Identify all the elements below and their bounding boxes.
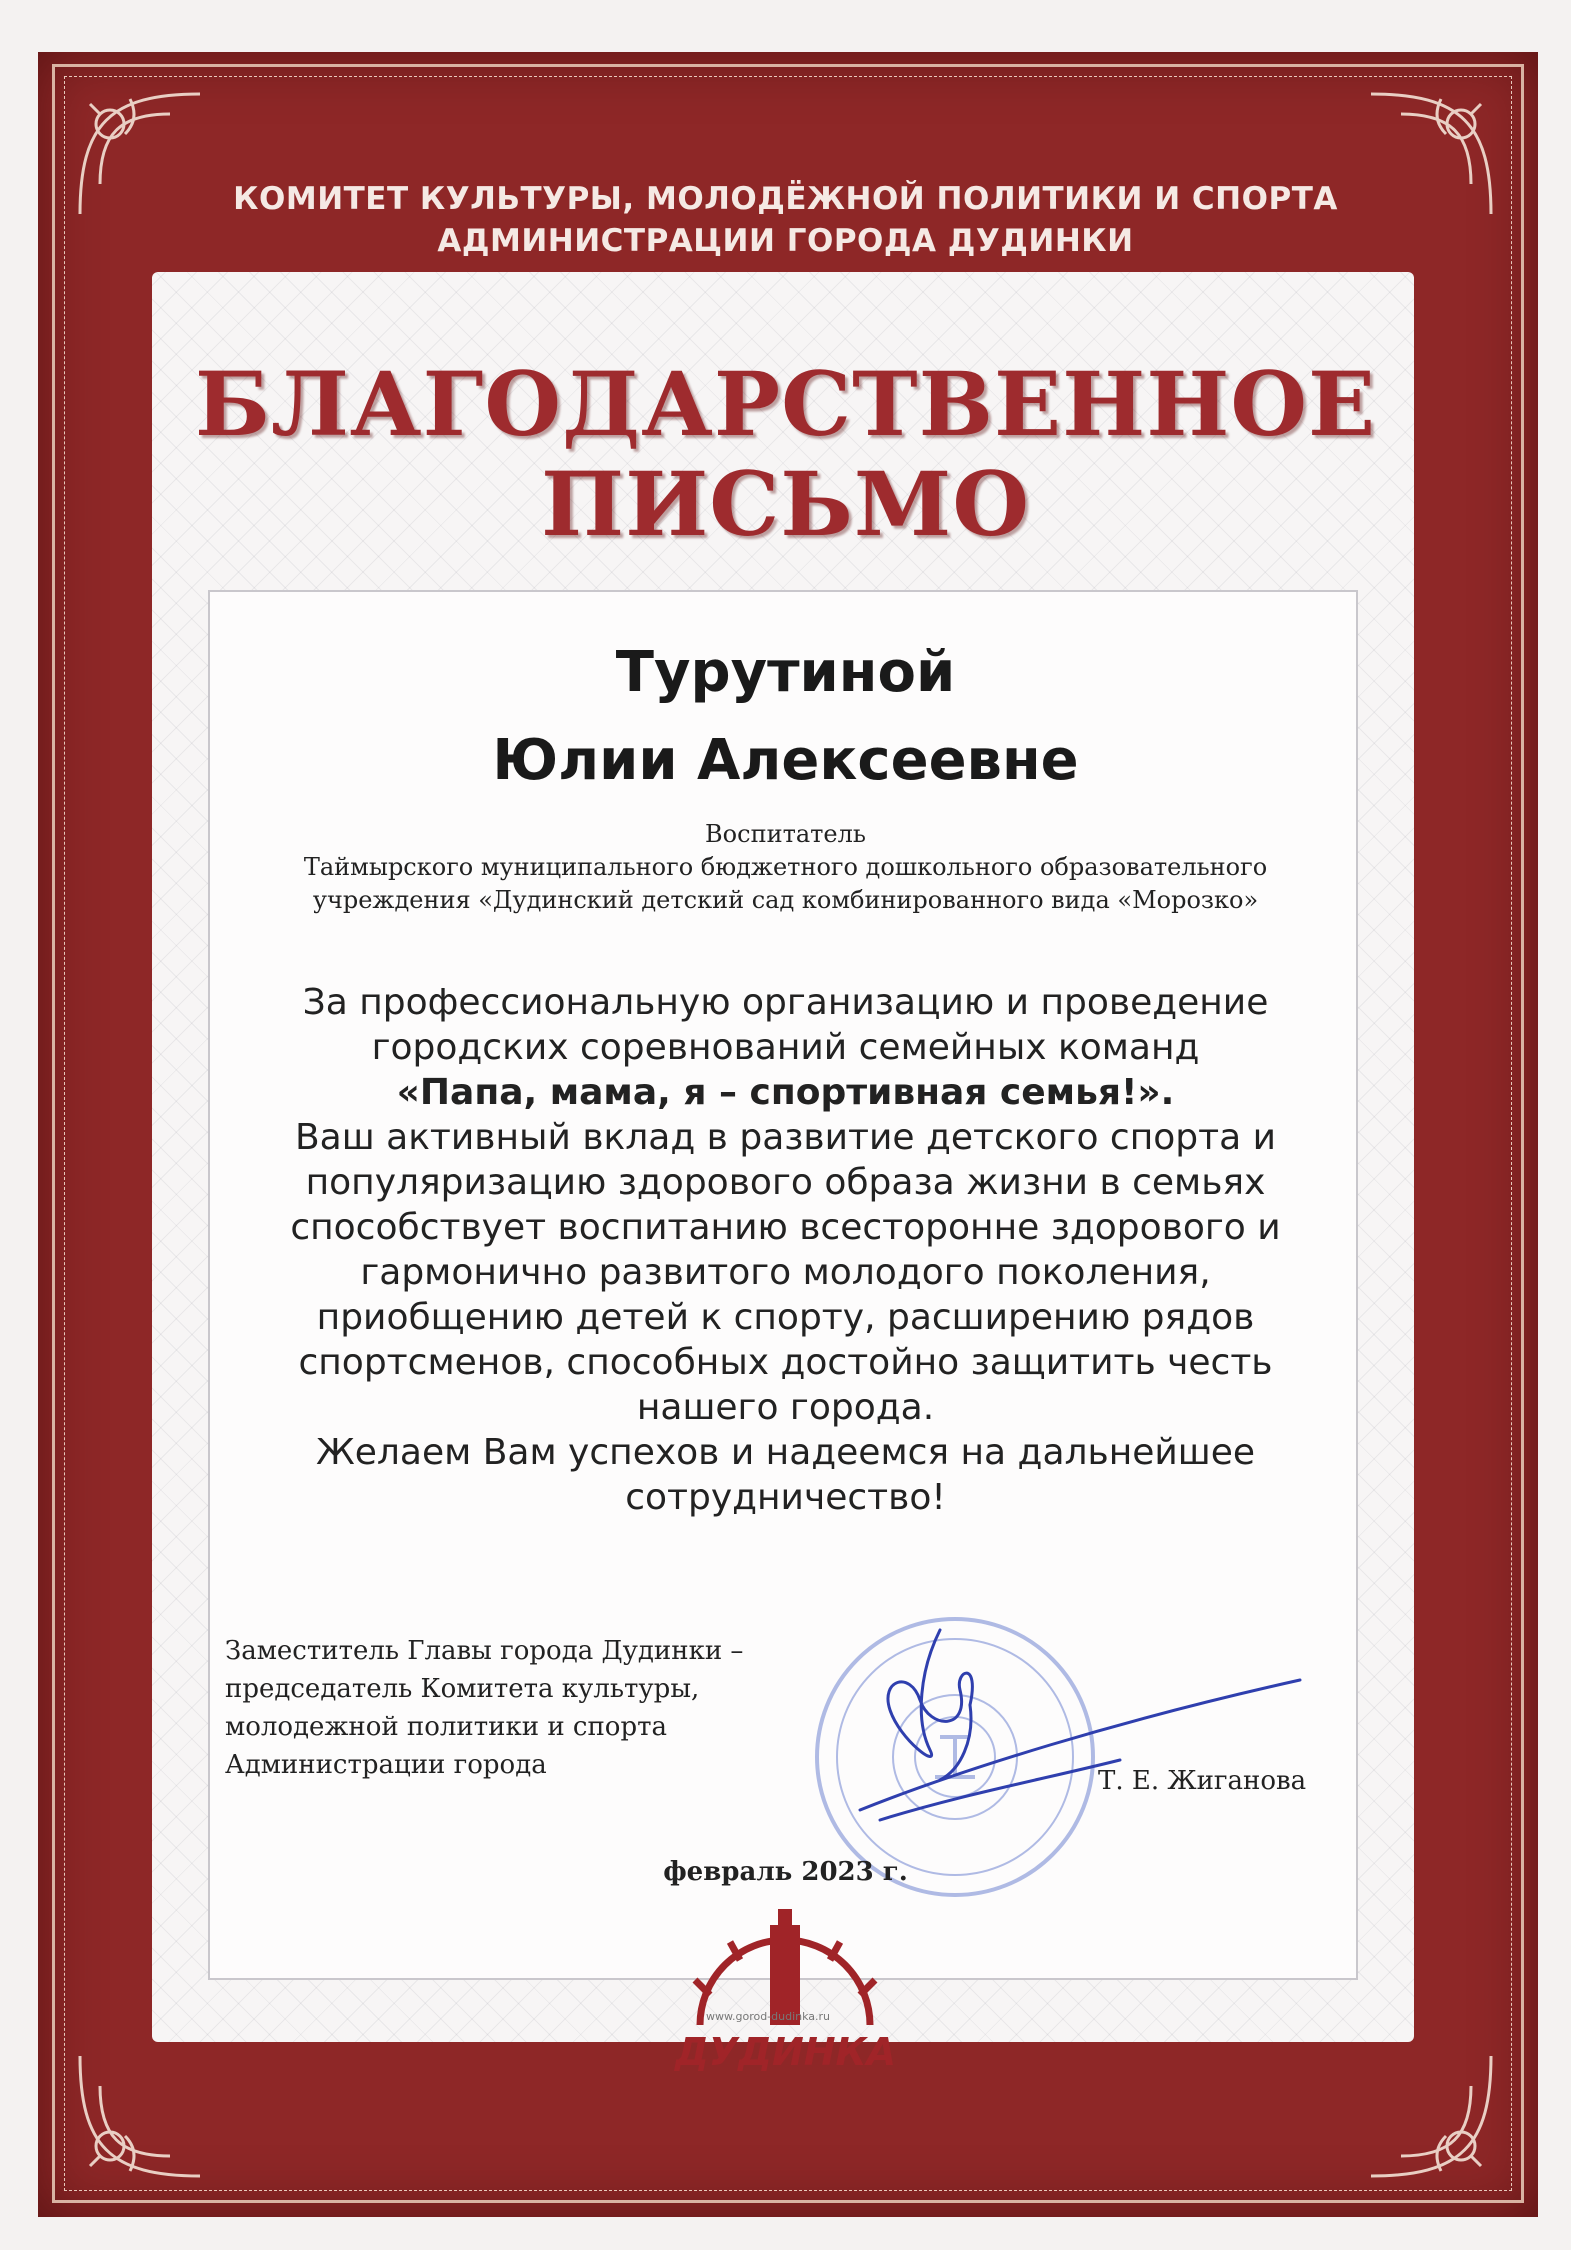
signatory-line-1: Заместитель Главы города Дудинки – (225, 1636, 744, 1666)
document-title-line-1: БЛАГОДАРСТВЕННОЕ (194, 352, 1377, 456)
body-line-10: нашего города. (636, 1387, 935, 1428)
signatory-title (225, 1632, 743, 1784)
body-line-7: гармонично развитого молодого поколения, (360, 1252, 1211, 1293)
position-line-1: Воспитатель (705, 820, 866, 848)
body-line-9: спортсменов, способных достойно защитить честь (298, 1342, 1273, 1383)
logo-url: www.gorod-dudinka.ru (706, 2010, 831, 2023)
body-line-8: приобщению детей к спорту, расширению рядов (316, 1297, 1255, 1338)
body-line-2: городских соревнований семейных команд (371, 1027, 1200, 1068)
recipient-surname: Турутиной (615, 640, 956, 705)
signatory-line-2: председатель Комитета культуры, (225, 1674, 700, 1704)
document-title-line-2: ПИСЬМО (541, 452, 1030, 556)
event-name: «Папа, мама, я – спортивная семья!». (396, 1072, 1175, 1113)
letter-body (0, 980, 1571, 1520)
body-line-1: За профессиональную организацию и проведение (302, 982, 1269, 1023)
position-line-3: учреждения «Дудинский детский сад комбинированного вида «Морозко» (312, 886, 1259, 914)
issuer-line-2: АДМИНИСТРАЦИИ ГОРОДА ДУДИНКИ (437, 223, 1134, 259)
logo-text: ДУДИНКА (674, 2030, 897, 2074)
body-line-4: Ваш активный вклад в развитие детского спорта и (294, 1117, 1277, 1158)
signatory-line-3: молодежной политики и спорта (225, 1712, 667, 1742)
position-line-2: Таймырского муниципального бюджетного дошкольного образовательного (303, 853, 1268, 881)
handwritten-signature-icon (820, 1610, 1320, 1850)
body-line-12: сотрудничество! (625, 1477, 946, 1518)
signatory-name: Т. Е. Жиганова (1098, 1766, 1307, 1796)
body-line-5: популяризацию здорового образа жизни в семьях (305, 1162, 1266, 1203)
body-line-6: способствует воспитанию всесторонне здорового и (290, 1207, 1281, 1248)
issuer-line-1: КОМИТЕТ КУЛЬТУРЫ, МОЛОДЁЖНОЙ ПОЛИТИКИ И СПОРТА (233, 181, 1338, 217)
signatory-line-4: Администрации города (225, 1750, 547, 1780)
issuer-header (0, 178, 1571, 262)
body-line-11: Желаем Вам успехов и надеемся на дальнейшее (315, 1432, 1256, 1473)
issue-date: февраль 2023 г. (663, 1857, 908, 1887)
recipient-name: Юлии Алексеевне (492, 728, 1079, 793)
recipient-position (0, 818, 1571, 917)
